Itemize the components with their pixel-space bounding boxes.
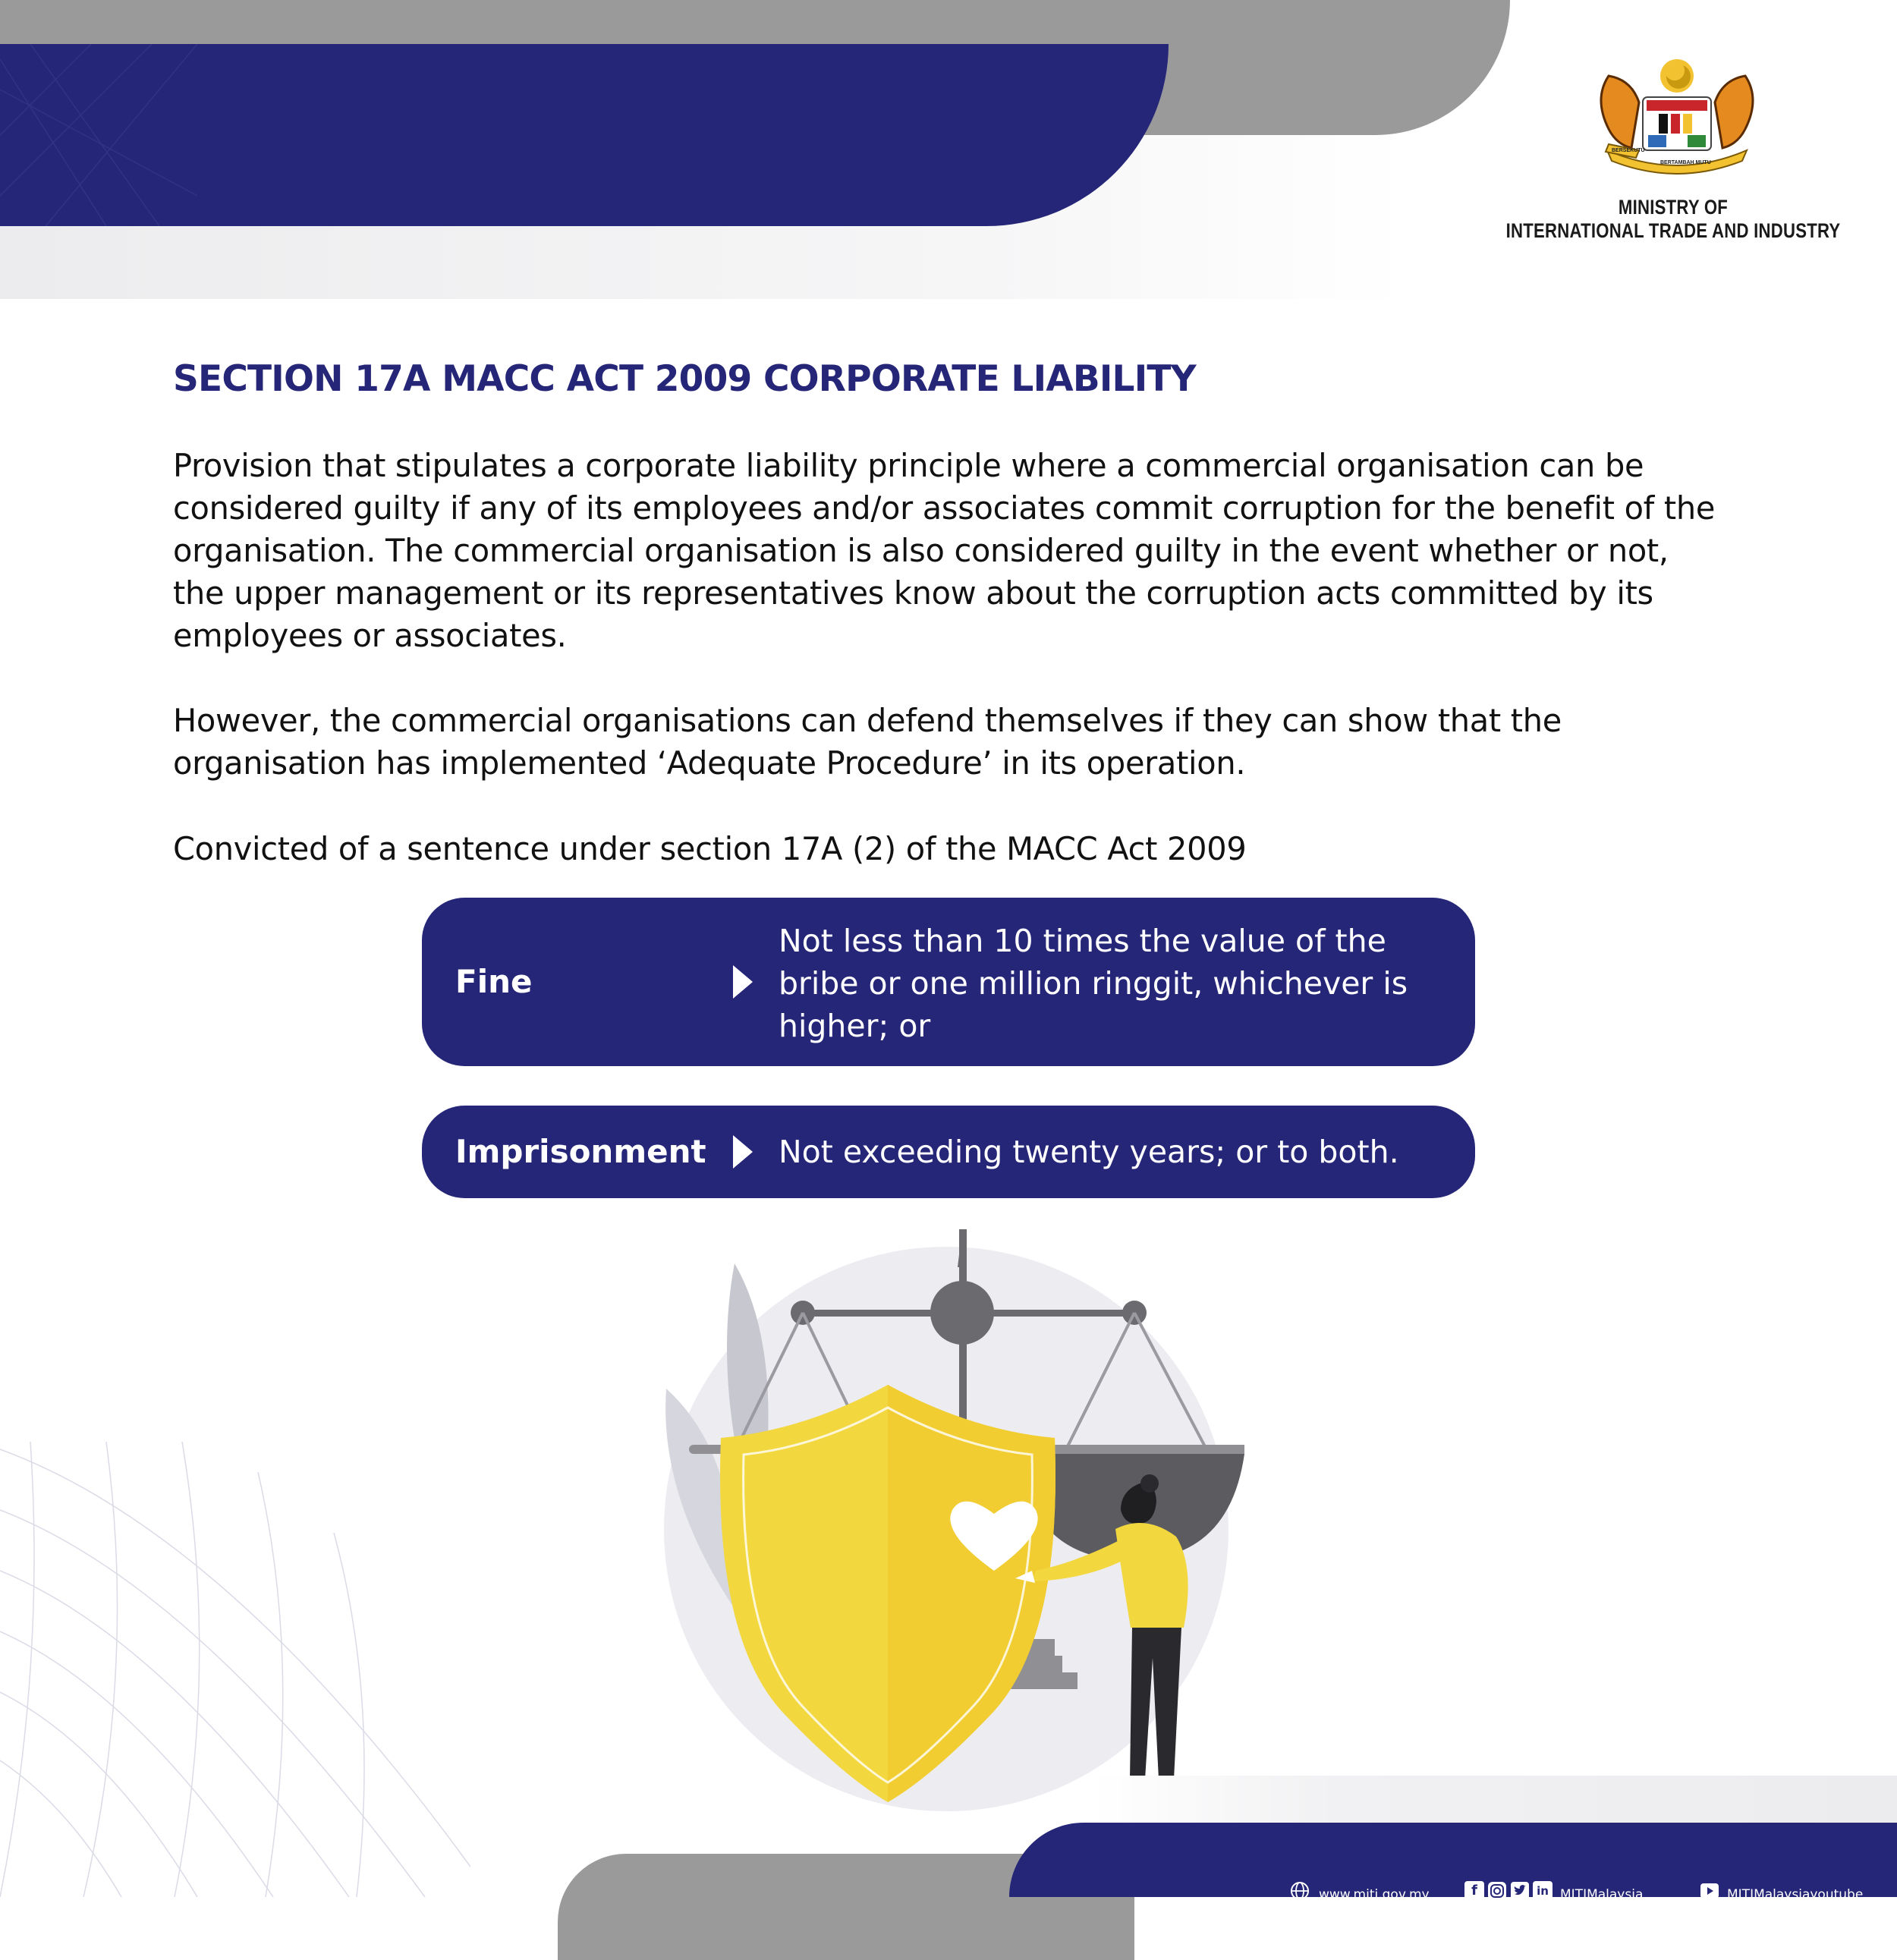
footer-social-handle[interactable]: MITIMalaysia: [1560, 1887, 1644, 1902]
penalty-imprisonment-card: [422, 1106, 1475, 1198]
linkedin-icon[interactable]: in: [1533, 1881, 1553, 1901]
penalty-text: Not less than 10 times the value of the bribe or one million ringgit, whichever is higher; or: [779, 923, 1408, 1044]
decorative-mesh: [0, 1442, 470, 1897]
footer-navy-band: [1009, 1823, 1897, 1897]
ministry-line-2: INTERNATIONAL TRADE AND INDUSTRY: [1505, 219, 1841, 242]
triangle-right-icon: [733, 1135, 753, 1169]
instagram-icon[interactable]: [1487, 1881, 1507, 1901]
youtube-icon[interactable]: [1700, 1881, 1719, 1901]
paragraph-conviction: Convicted of a sentence under section 17A (2) of the MACC Act 2009: [173, 830, 1247, 867]
penalty-label: Imprisonment: [455, 1133, 706, 1170]
penalty-text: Not exceeding twenty years; or to both.: [779, 1134, 1399, 1170]
penalty-fine-card: [422, 898, 1475, 1066]
twitter-icon[interactable]: [1510, 1881, 1530, 1901]
ministry-name: [1496, 196, 1850, 243]
malaysia-coat-of-arms-icon: [1586, 53, 1768, 175]
triangle-right-icon: [733, 965, 753, 999]
facebook-icon[interactable]: f: [1464, 1881, 1484, 1901]
paragraph-corporate-liability: Provision that stipulates a corporate liability principle where a commercial organisation can be considered guilty if any of its employees and/or associates commit corruption for the benefit of the organisation. The commercial organisation is also considered guilty in the event whether or not, the upper management or its representatives know about the corruption acts committed by its employees or associates.: [173, 447, 1716, 654]
page-title: SECTION 17A MACC ACT 2009 CORPORATE LIABILITY: [173, 358, 1196, 400]
globe-icon: [1290, 1881, 1310, 1901]
footer-youtube-handle[interactable]: MITIMalaysiayoutube: [1727, 1887, 1864, 1902]
paragraph-adequate-procedure: However, the commercial organisations can defend themselves if they can show that the organisation has implemented ‘Adequate Procedure’ in its operation.: [173, 702, 1562, 782]
penalty-label: Fine: [455, 963, 533, 1000]
header-navy-band: [0, 44, 1169, 226]
logo-scroll-left-text: BERSEKUTU: [1612, 148, 1645, 153]
justice-shield-illustration: [653, 1222, 1244, 1814]
logo-scroll-bottom-text: BERTAMBAH MUTU: [1660, 160, 1711, 165]
footer-website-link[interactable]: www.miti.gov.my: [1319, 1887, 1430, 1902]
ministry-line-1: MINISTRY OF: [1618, 196, 1729, 219]
